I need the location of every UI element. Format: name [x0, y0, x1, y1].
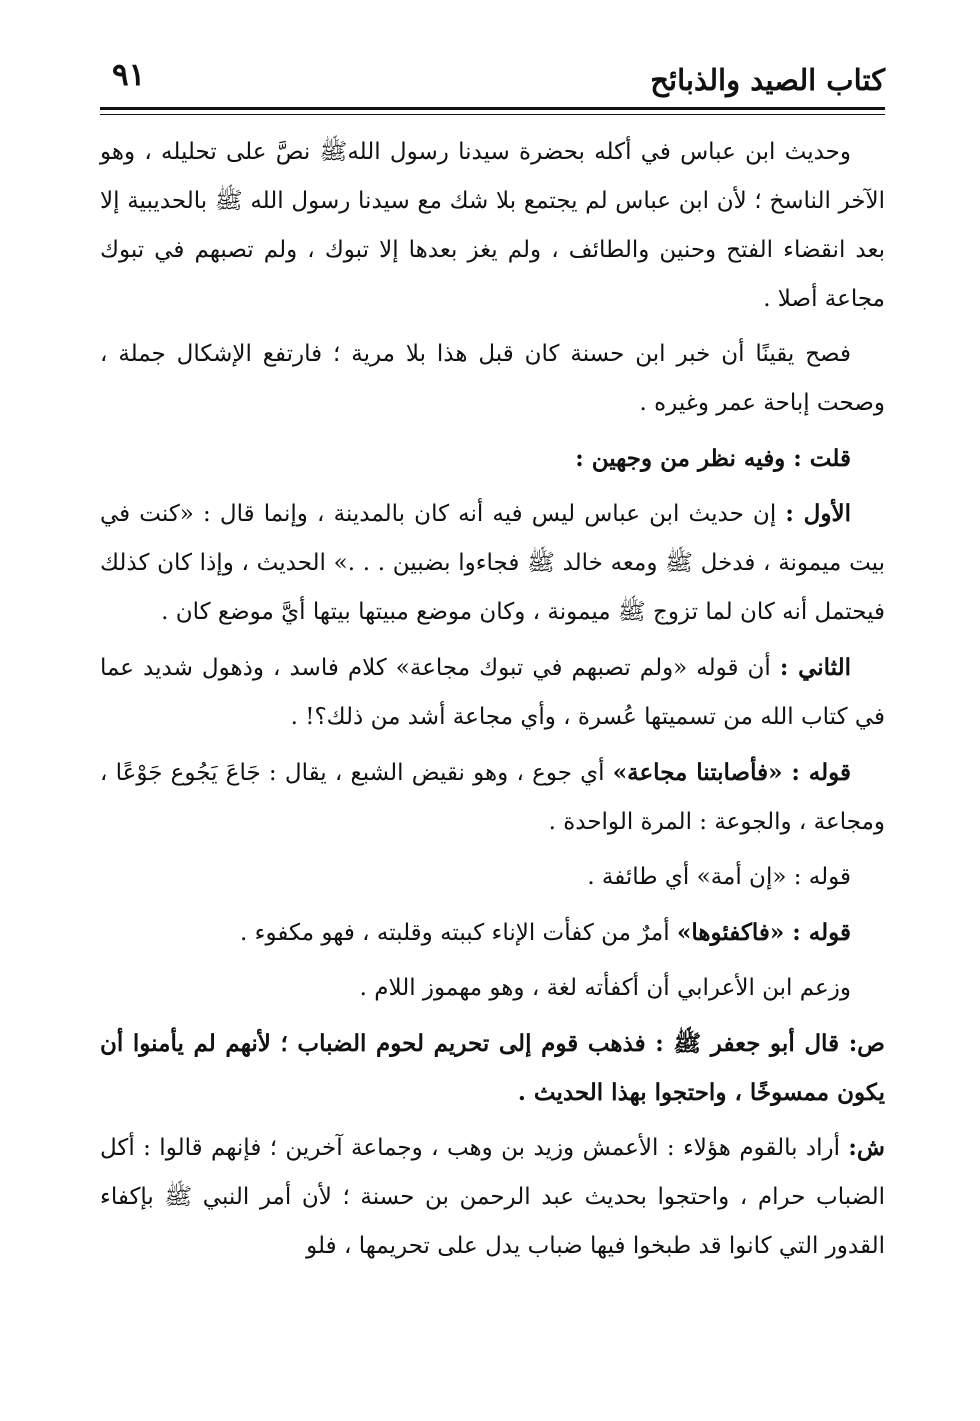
paragraph-ibn-arabi: [100, 964, 885, 1013]
paragraph-lead: الأول :: [785, 500, 851, 527]
heading-text: قلت : وفيه نظر من وجهين :: [575, 445, 851, 472]
paragraph-text: أي جوع ، وهو نقيض الشبع ، يقال : جَاعَ يَجُوع جَوْعًا ، ومجاعة ، والجوعة : المرة الواحدة .: [100, 760, 885, 835]
paragraph-lead: ش:: [848, 1134, 885, 1161]
paragraph-text: وزعم ابن الأعرابي أن أكفأته لغة ، وهو مهموز اللام .: [359, 975, 851, 1001]
paragraph-text: أن قوله «ولم تصبهم في تبوك مجاعة» كلام فاسد ، وذهول شديد عما في كتاب الله من تسميتها عُسرة ، وأي مجاعة أشد من ذلك؟! .: [100, 655, 885, 730]
paragraph-lead: ص: قال أبو جعفر ﷺ : فذهب قوم إلى تحريم لحوم الضباب ؛ لأنهم لم يأمنوا أن يكون ممسوخًا ، واحتجوا بهذا الحديث .: [100, 1030, 885, 1106]
paragraph-abu-jafar-text: [100, 1019, 885, 1117]
paragraph-ikfa-definition: [100, 908, 885, 958]
page-header: [100, 55, 885, 103]
heading-objection: [100, 434, 885, 483]
paragraph-text: أراد بالقوم هؤلاء : الأعمش وزيد بن وهب ، وجماعة آخرين ؛ فإنهم قالوا : أكل الضباب حرام ، واحتجوا بحديث عبد الرحمن بن حسنة ؛ لأن أمر النبي ﷺ بإكفاء القدور التي كانوا قد طبخوا فيها ضباب يدل على تحريمها ، فلو: [100, 1135, 885, 1259]
paragraph-text: قوله : «إن أمة» أي طائفة .: [587, 864, 851, 890]
paragraph-text: إن حديث ابن عباس ليس فيه أنه كان بالمدينة ، وإنما قال : «كنت في بيت ميمونة ، فدخل ﷺ ومعه خالد ﷺ فجاءوا بضبين . . .» الحديث ، وإذا كان كذلك فيحتمل أنه كان لما تزوج ﷺ ميمونة ، وكان موضع مبيتها بيتها أيَّ موضع كان .: [100, 501, 885, 625]
paragraph-famine-definition: [100, 748, 885, 847]
paragraph-umma-definition: [100, 853, 885, 902]
paragraph-text: وحديث ابن عباس في أكله بحضرة سيدنا رسول اللهﷺ نصَّ على تحليله ، وهو الآخر الناسخ ؛ لأن ابن عباس لم يجتمع بلا شك مع سيدنا رسول الله ﷺ بالحديبية إلا بعد انقضاء الفتح وحنين والطائف ، ولم يغز بعدها إلا تبوك ، ولم تصبهم في تبوك مجاعة أصلا .: [100, 139, 885, 312]
paragraph-text: أمرٌ من كفأت الإناء كببته وقلبته ، فهو مكفوء .: [240, 920, 677, 946]
header-rule-thin: [100, 114, 885, 115]
chapter-title: كتاب الصيد والذبائح: [650, 63, 885, 97]
paragraph-conclusion: [100, 330, 885, 428]
paragraph-text: فصح يقينًا أن خبر ابن حسنة كان قبل هذا بلا مرية ؛ فارتفع الإشكال جملة ، وصحت إباحة عمر وغيره .: [100, 341, 885, 416]
header-rule-thick: [100, 107, 885, 110]
paragraph-lead: قوله : «فاكفئوها»: [676, 919, 851, 946]
paragraph-commentary: [100, 1123, 885, 1271]
paragraph-lead: قوله : «فأصابتنا مجاعة»: [612, 759, 851, 786]
page-body: [100, 128, 885, 1277]
paragraph-second-point: [100, 643, 885, 742]
page-number: ٩١: [112, 57, 146, 93]
paragraph-ibn-abbas-hadith: [100, 128, 885, 324]
paragraph-first-point: [100, 489, 885, 637]
paragraph-lead: الثاني :: [779, 654, 851, 681]
